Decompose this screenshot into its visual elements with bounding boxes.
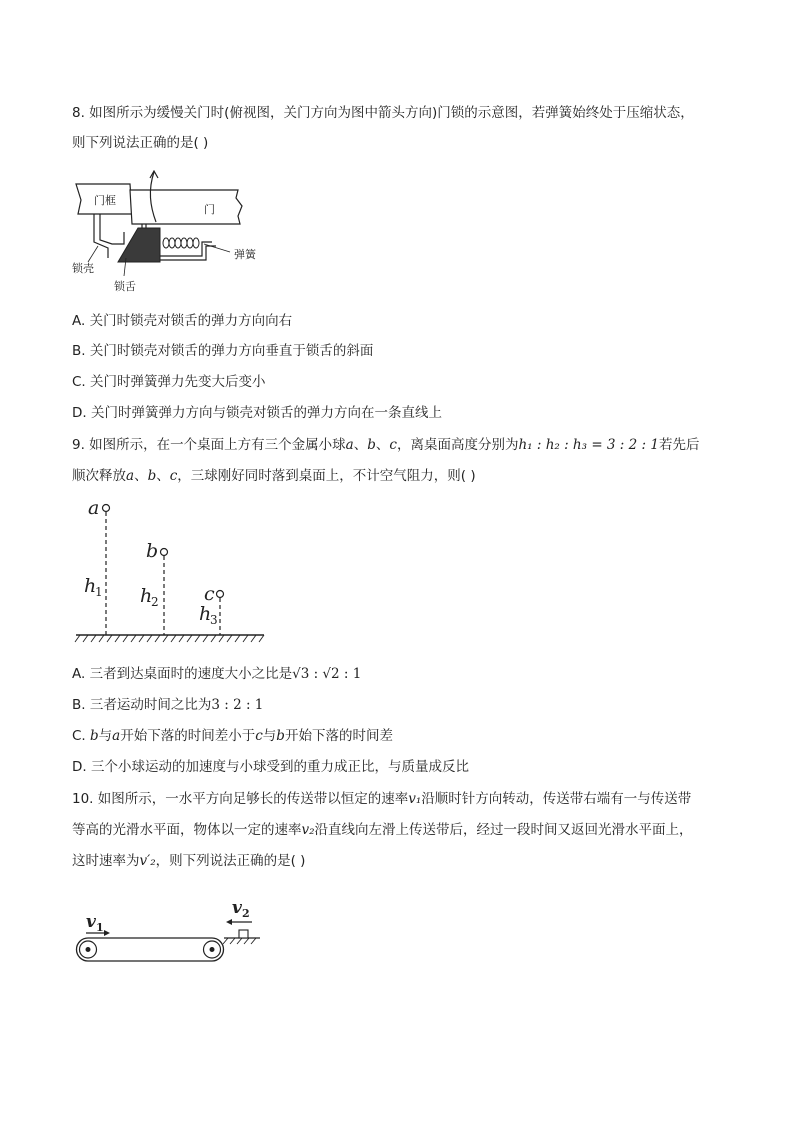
q9-option-d: D. 三个小球运动的加速度与小球受到的重力成正比，与质量成反比 <box>72 759 469 775</box>
label-a: a <box>88 497 100 519</box>
label-lock-case: 锁壳 <box>72 262 94 275</box>
lock-case-left <box>94 214 108 258</box>
label-door: 门 <box>204 203 215 216</box>
label-v1-sub: 1 <box>96 921 104 934</box>
height-ratio: h₁ : h₂ : h₃ = 3 : 2 : 1 <box>518 437 659 453</box>
sliding-block <box>239 930 248 938</box>
left-wheel-axle <box>86 947 91 952</box>
label-h2: h <box>140 585 153 607</box>
label-h3-sub: 3 <box>210 613 218 627</box>
q8-stem-line1: 8. 如图所示为缓慢关门时(俯视图，关门方向为图中箭头方向)门锁的示意图，若弹簧始终处于压缩状态， <box>72 105 694 121</box>
label-v1: v <box>86 912 96 932</box>
q9-option-b: B. 三者运动时间之比为3 : 2 : 1 <box>72 697 264 713</box>
ball-b <box>161 549 168 556</box>
q9-option-c: C. b与a开始下落的时间差小于c与b开始下落的时间差 <box>72 728 393 744</box>
q10-stem-line3: 这时速率为v′₂，则下列说法正确的是( ) <box>72 853 306 869</box>
q10-stem-line2: 等高的光滑水平面，物体以一定的速率v₂沿直线向左滑上传送带后，经过一段时间又返回光滑水平面上， <box>72 822 693 838</box>
table-hatching <box>75 635 264 642</box>
label-lock-tongue: 锁舌 <box>114 280 136 293</box>
label-spring: 弹簧 <box>234 248 256 261</box>
v1-arrow-head <box>104 930 110 936</box>
q8-option-d: D. 关门时弹簧弹力方向与锁壳对锁舌的弹力方向在一条直线上 <box>72 405 442 421</box>
right-wheel-axle <box>210 947 215 952</box>
label-v2-sub: 2 <box>242 907 250 920</box>
v2-arrow-head <box>226 919 232 925</box>
label-b: b <box>146 540 159 562</box>
ball-a <box>103 505 110 512</box>
q8-option-a: A. 关门时锁壳对锁舌的弹力方向向右 <box>72 313 293 329</box>
q9-stem-line1: 9. 如图所示，在一个桌面上方有三个金属小球a、b、c，离桌面高度分别为h₁ : h₂ : h₃ = 3 : 2 : 1若先后 <box>72 437 700 453</box>
q9-option-a: A. 三者到达桌面时的速度大小之比是√3 : √2 : 1 <box>72 666 362 682</box>
q8-option-b: B. 关门时锁壳对锁舌的弹力方向垂直于锁舌的斜面 <box>72 343 374 359</box>
lock-case-inner <box>100 214 124 244</box>
lock-case-leader <box>88 246 98 262</box>
q8-option-c: C. 关门时弹簧弹力先变大后变小 <box>72 374 266 390</box>
arrow-head <box>150 171 158 178</box>
ball-c <box>217 591 224 598</box>
label-c: c <box>204 583 215 605</box>
q10-conveyor-belt-figure <box>72 895 272 970</box>
q8-door-lock-figure <box>68 170 268 295</box>
label-v2: v <box>232 898 242 918</box>
q9-falling-balls-figure <box>72 492 272 650</box>
label-h2-sub: 2 <box>151 595 159 609</box>
label-h3: h <box>199 603 212 625</box>
spring-leader <box>204 244 230 252</box>
label-h1: h <box>84 575 97 597</box>
label-door-frame: 门框 <box>94 194 116 207</box>
door-shape <box>130 190 242 224</box>
q9-stem-line2: 顺次释放a、b、c，三球刚好同时落到桌面上，不计空气阻力，则( ) <box>72 468 476 484</box>
platform-hatching <box>223 938 256 944</box>
q8-stem-line2: 则下列说法正确的是( ) <box>72 135 209 151</box>
q10-stem-line1: 10. 如图所示，一水平方向足够长的传送带以恒定的速率v₁沿顺时针方向转动，传送带右端有一与传送带 <box>72 791 692 807</box>
spring-coils <box>163 238 199 248</box>
label-h1-sub: 1 <box>95 585 103 599</box>
